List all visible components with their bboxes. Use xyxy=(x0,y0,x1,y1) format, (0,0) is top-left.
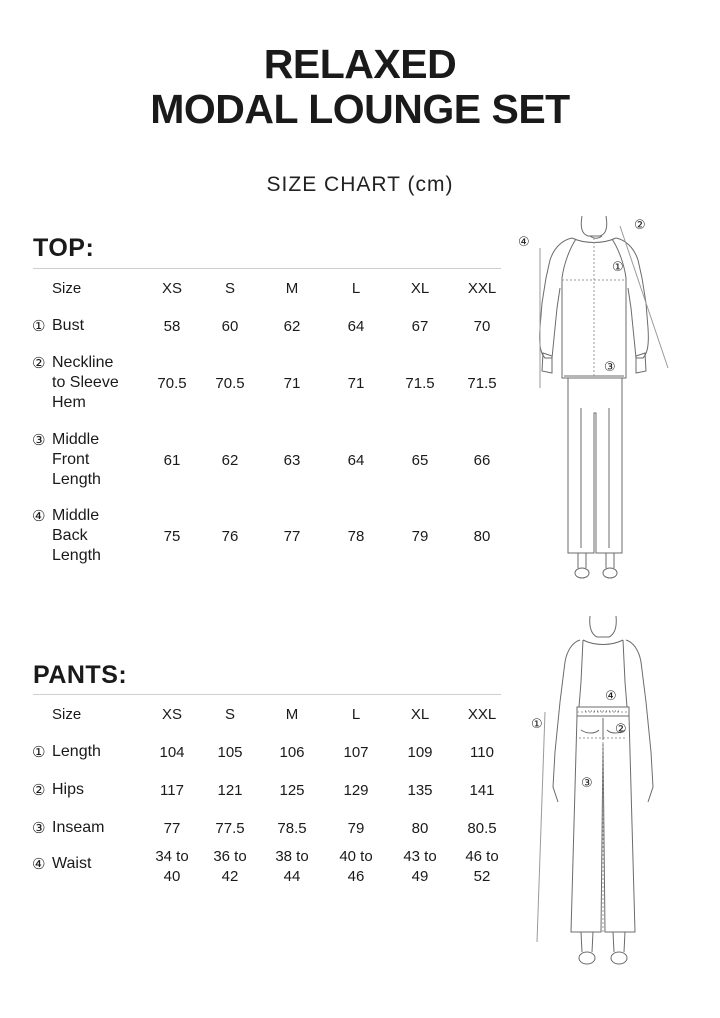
row-label-line: Bust xyxy=(52,317,85,334)
top-size-column-header: XS xyxy=(161,280,182,297)
subtitle: SIZE CHART (cm) xyxy=(266,173,454,196)
top-value-cell: 75 xyxy=(163,528,181,545)
top-size-column-header: M xyxy=(285,280,299,297)
top-value-cell: 71 xyxy=(283,375,301,392)
measurement-number-icon: ① xyxy=(32,318,46,335)
pants-value-cell: 109 xyxy=(407,744,433,761)
pants-value-cell: 141 xyxy=(469,782,495,799)
pants-value-cell: 135 xyxy=(407,782,433,799)
pants-divider xyxy=(33,694,501,695)
pants-value-cell: 104 xyxy=(159,744,185,761)
row-label-line: Length xyxy=(52,743,101,760)
top-marker-1: ① xyxy=(612,260,624,275)
row-label-line: Length xyxy=(52,471,101,488)
pants-value-cell: 34 to 40 xyxy=(155,848,189,885)
pants-value-cell: 110 xyxy=(470,744,494,761)
pants-size-column-header: S xyxy=(224,706,235,723)
top-value-cell: 64 xyxy=(347,452,365,469)
pants-heading: PANTS: xyxy=(33,661,128,689)
pants-size-column-header: XXL xyxy=(467,706,497,723)
pants-row-label xyxy=(32,742,101,762)
top-marker-2: ② xyxy=(634,218,646,233)
top-value-cell: 78 xyxy=(347,528,365,545)
top-value-cell: 66 xyxy=(473,452,491,469)
pants-marker-3: ③ xyxy=(581,776,593,791)
row-label-line: Inseam xyxy=(52,819,105,836)
row-label-line: Hips xyxy=(52,781,85,798)
top-value-cell: 76 xyxy=(221,528,239,545)
pants-figure xyxy=(525,612,675,977)
pants-value-cell: 105 xyxy=(217,744,243,761)
row-label-line: Front xyxy=(52,451,90,468)
top-row-label xyxy=(32,353,119,413)
pants-size-column-header: XL xyxy=(410,706,430,723)
top-divider xyxy=(33,268,501,269)
measurement-number-icon: ④ xyxy=(32,856,46,873)
top-marker-4: ④ xyxy=(518,235,530,250)
top-value-cell: 67 xyxy=(411,318,429,335)
top-value-cell: 70 xyxy=(473,318,491,335)
title-line-2: MODAL LOUNGE SET xyxy=(150,86,570,132)
measurement-number-icon: ④ xyxy=(32,508,46,525)
top-size-header: Size xyxy=(52,280,82,297)
pants-value-cell: 125 xyxy=(279,782,305,799)
top-value-cell: 61 xyxy=(163,452,181,469)
top-value-cell: 70.5 xyxy=(157,375,187,392)
top-value-cell: 62 xyxy=(283,318,301,335)
top-value-cell: 71.5 xyxy=(405,375,435,392)
pants-row-label xyxy=(32,854,92,874)
pants-marker-1: ① xyxy=(531,717,543,732)
pants-value-cell: 79 xyxy=(347,820,365,837)
title-line-1: RELAXED xyxy=(263,41,457,87)
row-label-line: Length xyxy=(52,547,101,564)
pants-value-cell: 117 xyxy=(160,782,184,799)
top-value-cell: 65 xyxy=(411,452,429,469)
row-label-line: Middle xyxy=(52,507,100,524)
top-heading: TOP: xyxy=(33,234,95,262)
top-value-cell: 80 xyxy=(473,528,491,545)
measurement-number-icon: ③ xyxy=(32,820,46,837)
top-row-label xyxy=(32,506,101,566)
top-value-cell: 58 xyxy=(163,318,181,335)
top-value-cell: 63 xyxy=(283,452,301,469)
measurement-number-icon: ② xyxy=(32,355,46,372)
pants-value-cell: 36 to 42 xyxy=(213,848,247,885)
top-size-column-header: XXL xyxy=(467,280,497,297)
pants-value-cell: 40 to 46 xyxy=(339,848,373,885)
top-size-column-header: L xyxy=(351,280,361,297)
pants-marker-4: ④ xyxy=(605,689,617,704)
pants-value-cell: 80.5 xyxy=(467,820,497,837)
top-value-cell: 77 xyxy=(283,528,301,545)
row-label-line: Neckline xyxy=(52,354,114,371)
pants-value-cell: 77.5 xyxy=(215,820,245,837)
measurement-number-icon: ① xyxy=(32,744,46,761)
pants-value-cell: 121 xyxy=(217,782,243,799)
top-marker-3: ③ xyxy=(604,360,616,375)
top-row-label xyxy=(32,316,85,336)
row-label-line: Waist xyxy=(52,855,92,872)
top-value-cell: 70.5 xyxy=(215,375,245,392)
row-label-line: Back xyxy=(52,527,88,544)
top-value-cell: 79 xyxy=(411,528,429,545)
pants-value-cell: 80 xyxy=(411,820,429,837)
top-value-cell: 71 xyxy=(347,375,365,392)
pants-value-cell: 106 xyxy=(279,744,305,761)
row-label-line: Middle xyxy=(52,431,100,448)
pants-value-cell: 107 xyxy=(343,744,369,761)
measurement-number-icon: ② xyxy=(32,782,46,799)
pants-value-cell: 77 xyxy=(163,820,181,837)
row-label-line: Hem xyxy=(52,394,86,411)
pants-size-column-header: XS xyxy=(161,706,182,723)
top-size-column-header: XL xyxy=(410,280,430,297)
top-row-label xyxy=(32,430,101,490)
pants-row-label xyxy=(32,780,85,800)
top-size-column-header: S xyxy=(224,280,235,297)
pants-value-cell: 129 xyxy=(343,782,369,799)
pants-value-cell: 43 to 49 xyxy=(403,848,437,885)
pants-row-label xyxy=(32,818,105,838)
pants-value-cell: 46 to 52 xyxy=(465,848,499,885)
pants-size-column-header: M xyxy=(285,706,299,723)
top-value-cell: 62 xyxy=(221,452,239,469)
measurement-number-icon: ③ xyxy=(32,432,46,449)
top-value-cell: 60 xyxy=(221,318,239,335)
row-label-line: to Sleeve xyxy=(52,374,119,391)
top-figure xyxy=(510,208,680,593)
top-value-cell: 64 xyxy=(347,318,365,335)
pants-size-column-header: L xyxy=(351,706,361,723)
pants-size-header: Size xyxy=(52,706,82,723)
pants-marker-2: ② xyxy=(615,722,627,737)
pants-value-cell: 78.5 xyxy=(277,820,307,837)
pants-value-cell: 38 to 44 xyxy=(275,848,309,885)
top-value-cell: 71.5 xyxy=(467,375,497,392)
